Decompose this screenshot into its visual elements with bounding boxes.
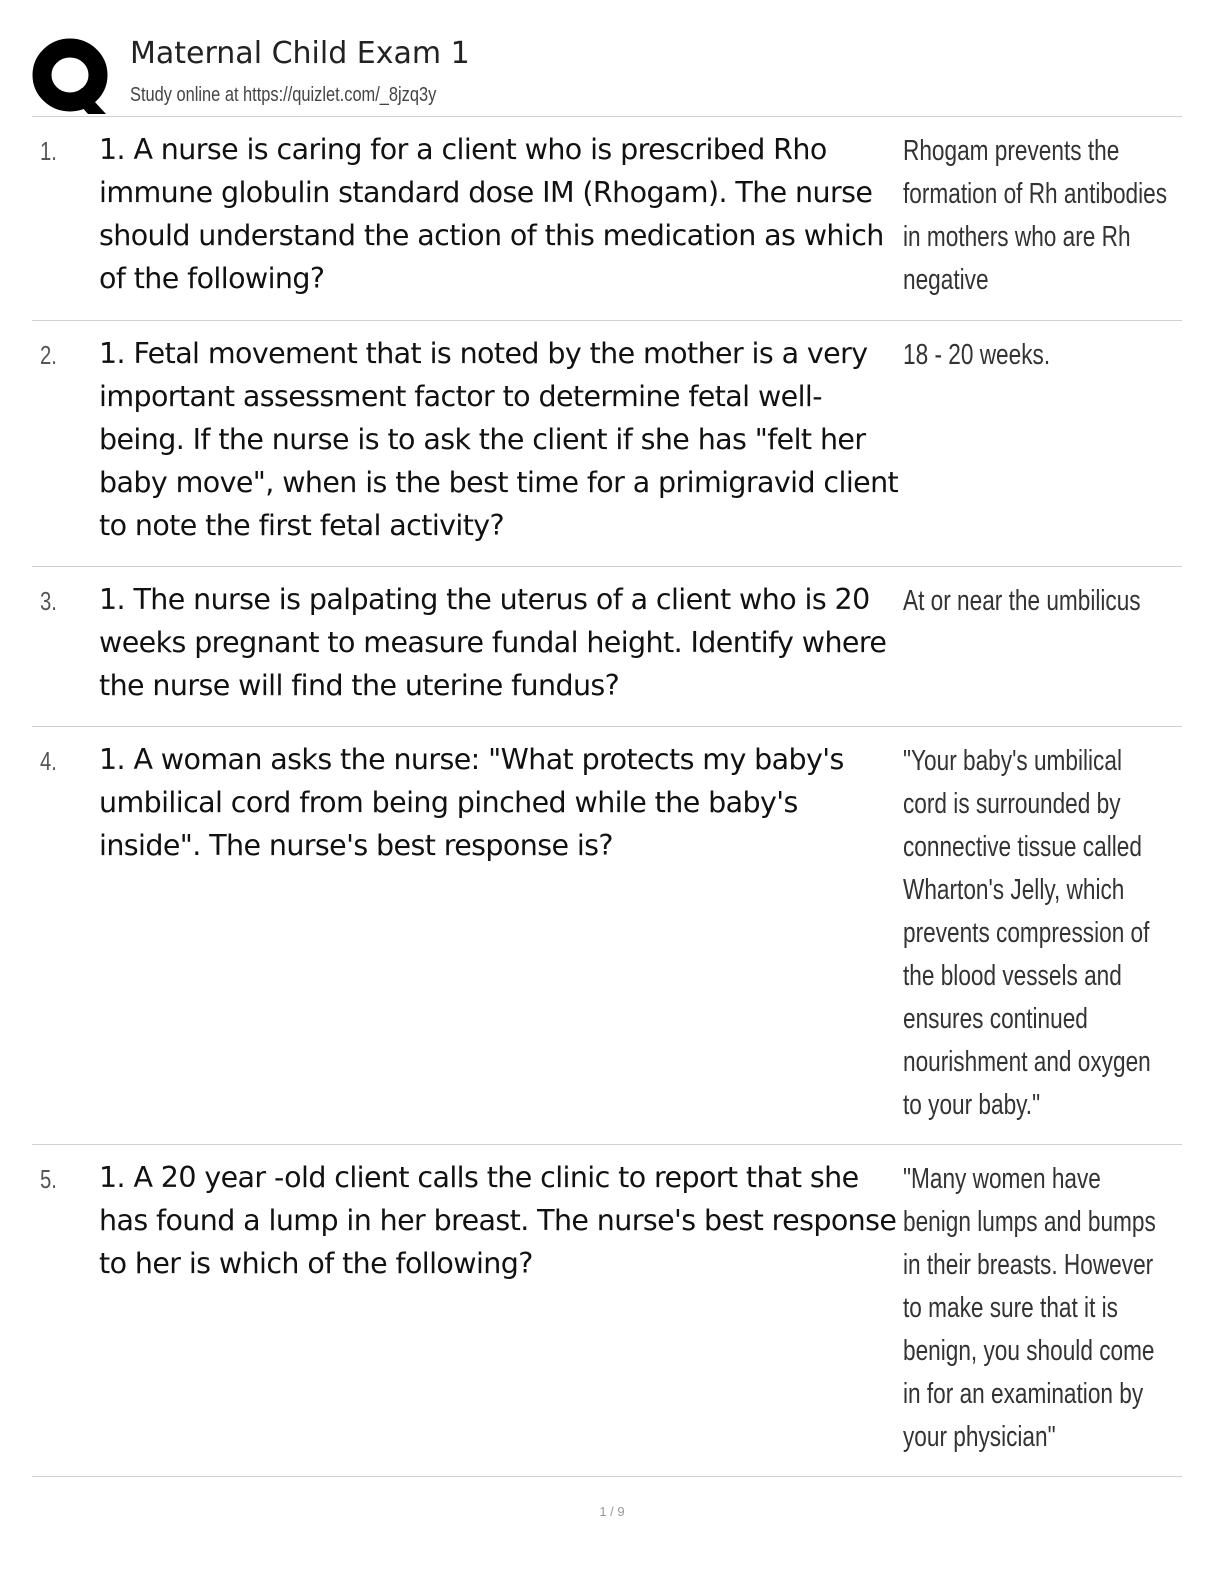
divider — [32, 1144, 1182, 1145]
divider — [32, 566, 1182, 567]
card-number: 3. — [40, 586, 57, 616]
divider — [32, 116, 1182, 117]
card-definition: "Many women have benign lumps and bumps in their breasts. However to make sure that it is benign, you should come in for an examination by your physician" — [903, 1163, 1156, 1453]
card-term: 1. A nurse is caring for a client who is prescribed Rho immune globulin standard dose IM (Rhogam). The nurse should understand the action of this medication as which of the following? — [99, 133, 884, 295]
card-definition: 18 - 20 weeks. — [903, 339, 1051, 371]
card-number: 1. — [40, 136, 57, 166]
page-title: Maternal Child Exam 1 — [130, 36, 470, 71]
card-term: 1. A woman asks the nurse: "What protects my baby's umbilical cord from being pinched while the baby's inside". The nurse's best response is? — [99, 743, 844, 862]
card-definition: Rhogam prevents the formation of Rh antibodies in mothers who are Rh negative — [903, 135, 1168, 296]
divider — [32, 1476, 1182, 1477]
card-definition: "Your baby's umbilical cord is surrounded by connective tissue called Wharton's Jelly, which prevents compression of the blood vessels and ensures continued nourishment and oxygen to your baby." — [903, 745, 1151, 1121]
card-number: 2. — [40, 340, 57, 370]
card-term: 1. The nurse is palpating the uterus of a client who is 20 weeks pregnant to measure fundal height. Identify where the nurse will find the uterine fundus? — [99, 583, 887, 702]
page-header — [32, 30, 1182, 116]
page-number: 1 / 9 — [599, 1504, 625, 1519]
divider — [32, 320, 1182, 321]
card-number: 4. — [40, 746, 57, 776]
card-number: 5. — [40, 1164, 57, 1194]
card-term: 1. Fetal movement that is noted by the mother is a very important assessment factor to determine fetal well-being. If the nurse is to ask the client if she has "felt her baby move", when is the best time for a primigravid client to note the first fetal activity? — [99, 337, 899, 542]
card-definition: At or near the umbilicus — [903, 585, 1141, 617]
study-online-link[interactable]: Study online at https://quizlet.com/_8jzq3y — [130, 84, 437, 106]
card-term: 1. A 20 year -old client calls the clinic to report that she has found a lump in her breast. The nurse's best response to her is which of the following? — [99, 1161, 897, 1280]
quizlet-logo-icon — [32, 36, 112, 116]
divider — [32, 726, 1182, 727]
